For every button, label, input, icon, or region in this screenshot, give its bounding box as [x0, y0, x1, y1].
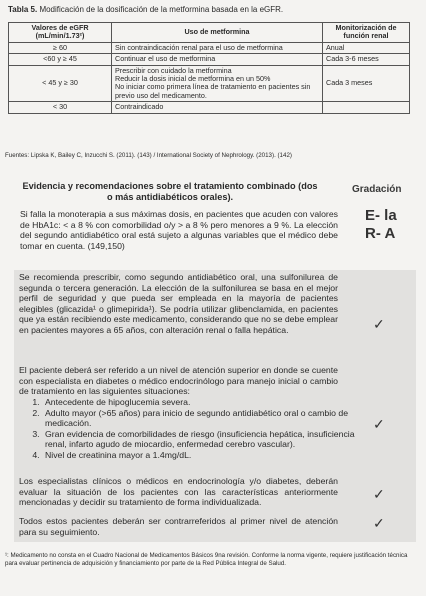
cell-monitor: Cada 3-6 meses	[323, 54, 410, 65]
recommendation-referral: El paciente deberá ser referido a un nivel de atención superior en donde se cuente con especialista en diabetes o médico endocrinólogo para manejo inicial o cambio de tratamiento en las siguientes situaciones:	[19, 365, 338, 396]
recommendation-counter-referral: Todos estos pacientes deberán ser contrarreferidos al primer nivel de atención para su seguimiento.	[19, 516, 338, 537]
footnote: ¹: Medicamento no consta en el Cuadro Nacional de Medicamentos Básicos 9na revisión. Conforme la norma vigente, requiere justificación técnica para evaluar pertinencia de adquisición y financiamiento por parte de la Red Pública Integral de Salud.	[5, 552, 408, 567]
cell-monitor: Cada 3 meses	[323, 65, 410, 102]
cell-egfr: ≥ 60	[9, 42, 112, 53]
cell-egfr: < 45 y ≥ 30	[9, 65, 112, 102]
list-item: 4. Nivel de creatinina mayor a 1.4mg/dL.	[42, 450, 356, 461]
recommendation-sulfonilurea: Se recomienda prescribir, como segundo antidiabético oral, una sulfonilurea de segunda o tercera generación. La elección de la sulfonilurea se basa en el mejor perfil de seguridad y que pueda ser empleada en la mayoría de pacientes elegibles (glicazida¹ o glimepirida¹). Se podría utilizar glibenclamida, en pacientes que ya están recibiendo este medicamento, considerando que no se debe emplear en pacientes mayores a 65 años, con alteración renal o falla hepática.	[19, 272, 338, 335]
caption-text: Modificación de la dosificación de la metformina basada en la eGFR.	[39, 5, 284, 14]
cell-egfr: <60 y ≥ 45	[9, 54, 112, 65]
evidence-paragraph: Si falla la monoterapia a sus máximas dosis, en pacientes que acuden con valores de HbA1c: < a 8 % con comorbilidad o/y > a 8 % pero menores a 9 %. La elección del segundo antidiabético oral está sujeto a algunas variables que el médico debe tomar en cuenta. (149,150)	[20, 209, 338, 251]
gradacion-label: Gradación	[352, 184, 402, 195]
cell-use: Prescribir con cuidado la metformina Reducir la dosis inicial de metformina en un 50% No iniciar como primera línea de tratamiento en pacientes sin previo uso del medicamento.	[112, 65, 323, 102]
list-item: 1. Antecedente de hipoglucemia severa.	[42, 397, 356, 408]
list-item: 2. Adulto mayor (>65 años) para inicio de segundo antidiabético oral o cambio de medicación.	[42, 408, 356, 429]
recommendation-grade: R- A	[365, 225, 396, 242]
metformin-dosing-table	[8, 22, 410, 114]
table-row	[9, 42, 410, 53]
cell-monitor: Anual	[323, 42, 410, 53]
header-use: Uso de metformina	[112, 23, 323, 43]
table-sources: Fuentes: Lipska K, Bailey C, Inzucchi S. (2011). (143) / International Society of Nephrology. (2013). (142)	[5, 152, 292, 159]
table-row	[9, 65, 410, 102]
check-icon: ✓	[373, 416, 385, 432]
cell-monitor	[323, 102, 410, 113]
recommendation-specialists: Los especialistas clínicos o médicos en endocrinología y/o diabetes, deberán evaluar la situación de los pacientes con las características anteriormente mencionadas y decidir su tratamiento de forma individualizada.	[19, 476, 338, 507]
list-item: 3. Gran evidencia de comorbilidades de riesgo (insuficiencia hepática, insuficiencia renal, infarto agudo de miocardio, enfermedad cerebro vascular).	[42, 429, 356, 450]
cell-use: Contraindicado	[112, 102, 323, 113]
caption-label: Tabla 5.	[8, 5, 38, 14]
check-icon: ✓	[373, 316, 385, 332]
cell-egfr: < 30	[9, 102, 112, 113]
table-row	[9, 54, 410, 65]
section-heading: Evidencia y recomendaciones sobre el tratamiento combinado (dos o más antidiabéticos orales).	[22, 181, 318, 202]
referral-situations-list	[24, 397, 356, 460]
header-egfr: Valores de eGFR (mL/min/1.73²)	[9, 23, 112, 43]
table-header-row	[9, 23, 410, 43]
cell-use: Sin contraindicación renal para el uso de metformina	[112, 42, 323, 53]
cell-use: Continuar el uso de metformina	[112, 54, 323, 65]
check-icon: ✓	[373, 515, 385, 531]
evidence-grade: E- la	[365, 207, 397, 224]
table-row	[9, 102, 410, 113]
header-monitor: Monitorización de función renal	[323, 23, 410, 43]
check-icon: ✓	[373, 486, 385, 502]
table-caption	[8, 5, 283, 14]
